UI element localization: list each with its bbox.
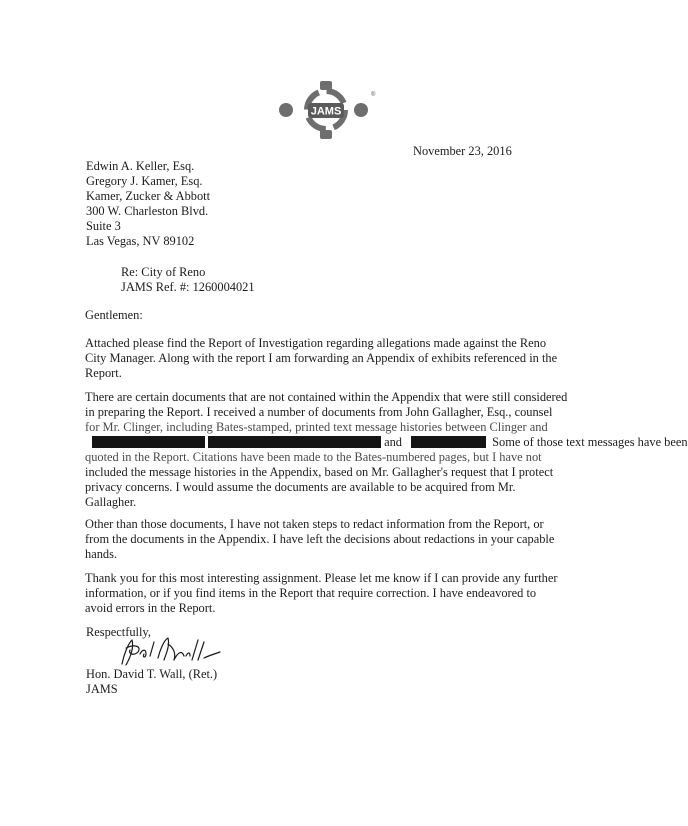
paragraph-1 <box>85 336 557 381</box>
paragraph-line: City Manager. Along with the report I am forwarding an Appendix of exhibits referenced in the <box>85 351 558 365</box>
address-line: Las Vegas, NV 89102 <box>86 234 195 248</box>
paragraph-line: for Mr. Clinger, including Bates-stamped, printed text message histories between Clinger and <box>85 420 548 434</box>
handwritten-signature <box>118 634 223 670</box>
address-line: Gregory J. Kamer, Esq. <box>86 174 203 188</box>
paragraph-2 <box>85 390 688 510</box>
paragraph-line: in preparing the Report. I received a number of documents from John Gallagher, Esq., counsel <box>85 405 553 419</box>
conjunction-and: and <box>384 435 402 449</box>
paragraph-line: Attached please find the Report of Investigation regarding allegations made against the Reno <box>85 336 547 350</box>
address-line: Suite 3 <box>86 219 121 233</box>
paragraph-line: There are certain documents that are not contained within the Appendix that were still considered <box>85 390 568 404</box>
paragraph-line: avoid errors in the Report. <box>85 601 216 615</box>
signer-name: Hon. David T. Wall, (Ret.) <box>86 667 218 681</box>
redaction-block <box>92 436 205 448</box>
signature-block <box>86 667 217 697</box>
salutation: Gentlemen: <box>85 308 143 322</box>
re-line <box>121 265 255 295</box>
address-line: Edwin A. Keller, Esq. <box>86 159 195 173</box>
paragraph-line: from the documents in the Appendix. I have left the decisions about redactions in your capable <box>85 532 555 546</box>
recipient-address <box>86 159 210 249</box>
paragraph-line: Report. <box>85 366 122 380</box>
paragraph-line: privacy concerns. I would assume the documents are available to be acquired from Mr. <box>85 480 516 494</box>
letter-date: November 23, 2016 <box>413 144 512 158</box>
paragraph-line: information, or if you find items in the Report that require correction. I have endeavored to <box>85 586 537 600</box>
paragraph-3 <box>85 517 557 562</box>
paragraph-line: hands. <box>85 547 118 561</box>
re-subject: Re: City of Reno <box>121 265 206 279</box>
paragraph-line: quoted in the Report. Citations have been made to the Bates-numbered pages, but I have not <box>85 450 542 464</box>
logo-text: JAMS <box>310 105 342 118</box>
re-reference: JAMS Ref. #: 1260004021 <box>121 280 255 294</box>
paragraph-line: Thank you for this most interesting assignment. Please let me know if I can provide any further <box>85 571 558 585</box>
address-line: 300 W. Charleston Blvd. <box>86 204 209 218</box>
signer-organization: JAMS <box>86 682 118 696</box>
address-line: Kamer, Zucker & Abbott <box>86 189 211 203</box>
registered-mark: ® <box>371 92 376 98</box>
redaction-block <box>208 436 381 448</box>
paragraph-4 <box>85 571 557 616</box>
paragraph-line: Gallagher. <box>85 495 137 509</box>
redaction-block <box>411 436 486 448</box>
paragraph-line: Other than those documents, I have not taken steps to redact information from the Report, or <box>85 517 544 531</box>
paragraph-text: Some of those text messages have been <box>492 435 688 449</box>
paragraph-line-with-redactions <box>85 435 688 450</box>
closing: Respectfully, <box>86 625 151 639</box>
jams-logo <box>277 79 377 141</box>
paragraph-line: included the message histories in the Appendix, based on Mr. Gallagher's request that I protect <box>85 465 554 479</box>
